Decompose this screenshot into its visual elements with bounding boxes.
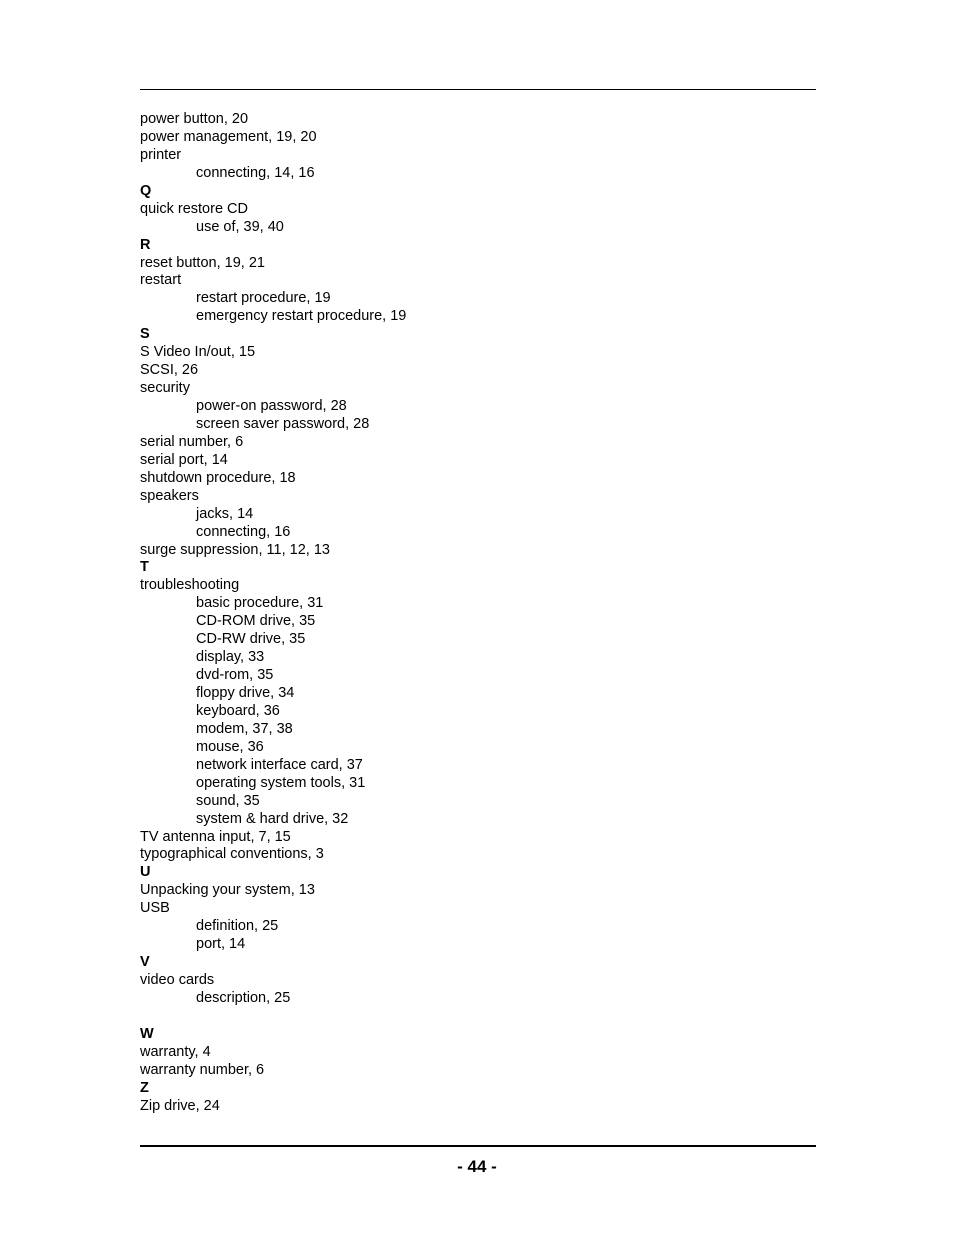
index-list: [140, 111, 816, 1116]
index-entry: speakers: [140, 487, 199, 504]
index-entry: Zip drive, 24: [140, 1097, 220, 1114]
index-entry: restart: [140, 272, 182, 289]
index-subentry: keyboard, 36: [196, 702, 280, 719]
index-letter-heading: W: [140, 1025, 154, 1042]
index-entry: SCSI, 26: [140, 362, 199, 379]
index-subentry: emergency restart procedure, 19: [196, 308, 407, 325]
index-entry: troubleshooting: [140, 577, 240, 594]
index-entry: power management, 19, 20: [140, 128, 317, 145]
index-subentry: CD-RW drive, 35: [196, 631, 306, 648]
index-entry: surge suppression, 11, 12, 13: [140, 541, 330, 558]
index-letter-heading: V: [140, 954, 150, 971]
footer-rule: [140, 1145, 816, 1147]
index-subentry: network interface card, 37: [196, 756, 363, 773]
index-subentry: basic procedure, 31: [196, 595, 324, 612]
index-entry: Unpacking your system, 13: [140, 882, 315, 899]
index-entry: warranty number, 6: [140, 1061, 265, 1078]
index-subentry: connecting, 16: [196, 523, 291, 540]
index-subentry: use of, 39, 40: [196, 218, 284, 235]
index-entry: shutdown procedure, 18: [140, 469, 296, 486]
index-entry: reset button, 19, 21: [140, 254, 265, 271]
index-subentry: CD-ROM drive, 35: [196, 613, 316, 630]
index-letter-heading: Z: [140, 1079, 149, 1096]
index-subentry: definition, 25: [196, 918, 279, 935]
index-entry: warranty, 4: [140, 1043, 211, 1060]
index-letter-heading: R: [140, 236, 151, 253]
index-subentry: display, 33: [196, 649, 265, 666]
index-subentry: description, 25: [196, 989, 291, 1006]
index-letter-heading: Q: [140, 182, 152, 199]
index-entry: serial port, 14: [140, 451, 228, 468]
header-rule: [140, 89, 816, 90]
index-subentry: sound, 35: [196, 792, 260, 809]
index-entry: power button, 20: [140, 111, 249, 127]
index-entry: video cards: [140, 972, 215, 988]
index-subentry: power-on password, 28: [196, 398, 347, 414]
index-subentry: dvd-rom, 35: [196, 667, 274, 684]
index-subentry: mouse, 36: [196, 738, 264, 755]
index-entry: S Video In/out, 15: [140, 344, 256, 361]
index-subentry: port, 14: [196, 936, 246, 953]
index-entry: typographical conventions, 3: [140, 846, 324, 863]
index-entry: quick restore CD: [140, 200, 248, 217]
index-subentry: modem, 37, 38: [196, 720, 293, 737]
index-subentry: screen saver password, 28: [196, 415, 370, 432]
index-subentry: system & hard drive, 32: [196, 810, 349, 827]
index-spacer: [140, 1008, 816, 1026]
index-entry: serial number, 6: [140, 433, 244, 450]
index-subentry: connecting, 14, 16: [196, 164, 315, 181]
index-subentry: jacks, 14: [196, 505, 254, 522]
index-letter-heading: S: [140, 326, 150, 343]
index-entry: security: [140, 380, 190, 397]
index-subentry: floppy drive, 34: [196, 685, 295, 701]
index-subentry: restart procedure, 19: [196, 290, 331, 307]
index-entry: USB: [140, 900, 170, 917]
index-letter-heading: T: [140, 559, 149, 576]
index-entry: printer: [140, 146, 182, 163]
index-letter-heading: U: [140, 864, 151, 881]
index-entry: TV antenna input, 7, 15: [140, 828, 291, 845]
index-subentry: operating system tools, 31: [196, 774, 366, 791]
page-number: - 44 -: [457, 1157, 497, 1176]
